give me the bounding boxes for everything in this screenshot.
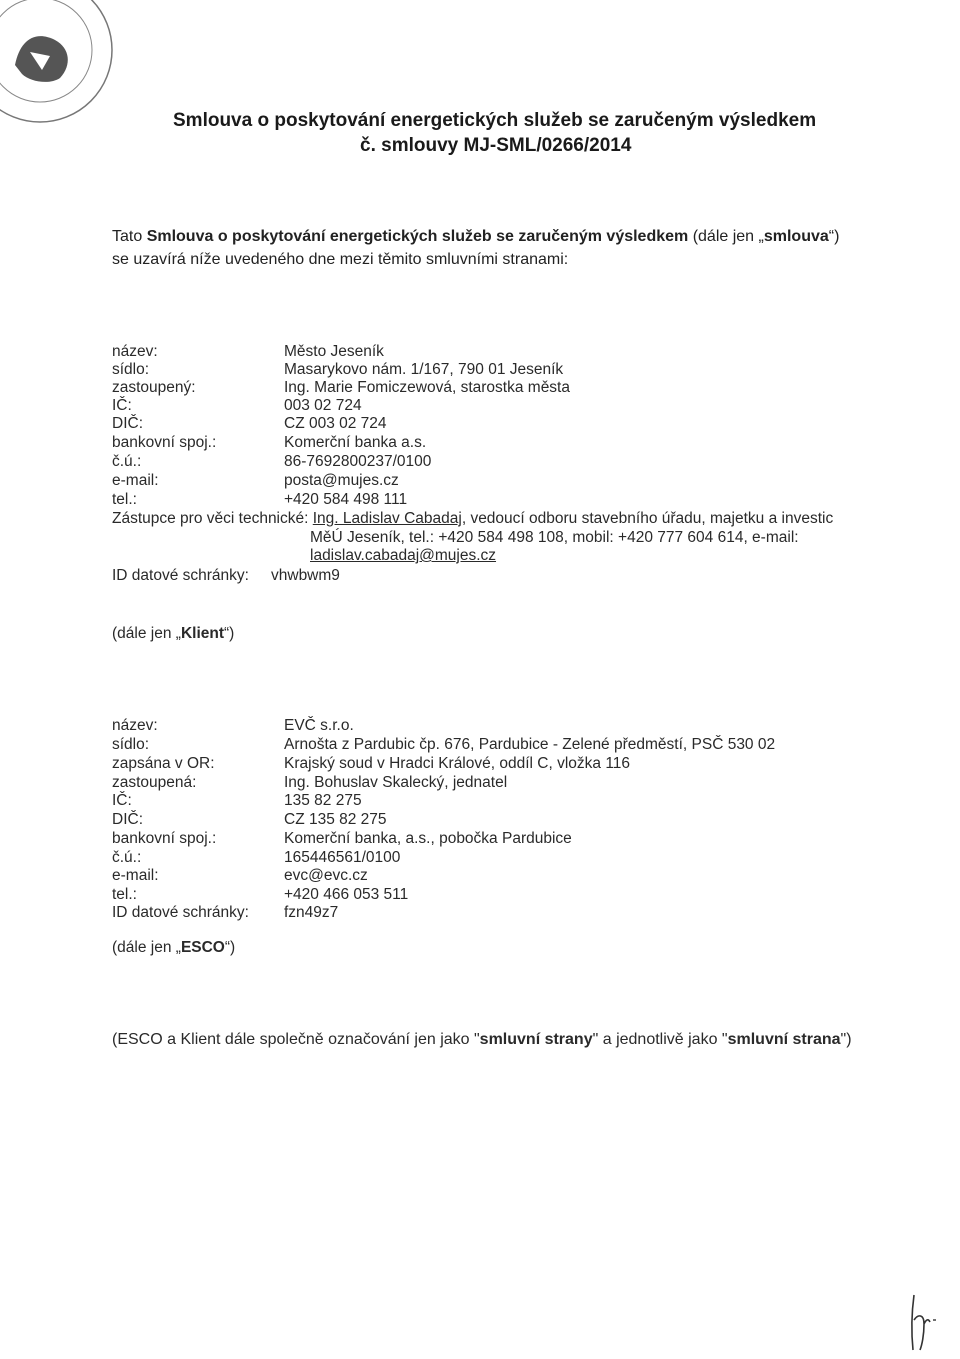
esco-value: fzn49z7 [284, 904, 339, 921]
client-value: posta@mujes.cz [284, 472, 399, 489]
client-value: Město Jeseník [284, 343, 384, 360]
client-value: Ing. Marie Fomiczewová, starostka města [284, 379, 570, 396]
intro-paragraph-line2: se uzavírá níže uvedeného dne mezi těmito smluvními stranami: [112, 251, 569, 268]
technical-contact-line1: Zástupce pro věci technické: Ing. Ladislav Cabadaj, vedoucí odboru stavebního úřadu, majetku a investic [112, 510, 834, 527]
esco-label: zapsána v OR: [112, 755, 215, 772]
client-label: tel.: [112, 491, 137, 508]
client-label: e-mail: [112, 472, 159, 489]
client-label: bankovní spoj.: [112, 434, 217, 451]
client-label: sídlo: [112, 361, 150, 378]
client-label: zastoupený: [112, 379, 196, 396]
esco-designation: (dále jen „ESCO“) [112, 939, 236, 956]
parties-definition: (ESCO a Klient dále společně označování jen jako "smluvní strany" a jednotlivě jako "smluvní strana") [112, 1031, 852, 1048]
client-label: DIČ: [112, 415, 143, 432]
esco-value: CZ 135 82 275 [284, 811, 387, 828]
esco-label: ID datové schránky: [112, 904, 249, 921]
client-data-box-label: ID datové schránky: [112, 567, 249, 584]
esco-value: 165446561/0100 [284, 849, 401, 866]
esco-value: Arnošta z Pardubic čp. 676, Pardubice - Zelené předměstí, PSČ 530 02 [284, 736, 776, 753]
esco-value: Komerční banka, a.s., pobočka Pardubice [284, 830, 572, 847]
esco-label: zastoupená: [112, 774, 197, 791]
document-title-line1: Smlouva o poskytování energetických služeb se zaručeným výsledkem [173, 110, 817, 131]
city-seal-stamp [0, 0, 120, 130]
client-value: 003 02 724 [284, 397, 362, 414]
esco-label: tel.: [112, 886, 137, 903]
esco-value: Ing. Bohuslav Skalecký, jednatel [284, 774, 508, 791]
client-label: č.ú.: [112, 453, 142, 470]
client-data-box-value: vhwbwm9 [271, 567, 340, 584]
esco-value: +420 466 053 511 [284, 886, 409, 903]
client-value: +420 584 498 111 [284, 491, 408, 508]
intro-paragraph-line1: Tato Smlouva o poskytování energetických služeb se zaručeným výsledkem (dále jen „smlouva“) [112, 228, 840, 245]
esco-label: název: [112, 717, 158, 734]
client-value: 86-7692800237/0100 [284, 453, 432, 470]
esco-label: bankovní spoj.: [112, 830, 217, 847]
client-value: CZ 003 02 724 [284, 415, 387, 432]
handwritten-initials [900, 1290, 940, 1355]
client-value: Masarykovo nám. 1/167, 790 01 Jeseník [284, 361, 564, 378]
technical-contact-line2: MěÚ Jeseník, tel.: +420 584 498 108, mobil: +420 777 604 614, e-mail: [310, 529, 799, 546]
esco-label: e-mail: [112, 867, 159, 884]
technical-contact-email: ladislav.cabadaj@mujes.cz [310, 547, 497, 564]
client-label: IČ: [112, 397, 132, 414]
esco-value: EVČ s.r.o. [284, 717, 354, 734]
document-title-line2: č. smlouvy MJ-SML/0266/2014 [360, 135, 632, 156]
esco-value: 135 82 275 [284, 792, 362, 809]
esco-value: evc@evc.cz [284, 867, 368, 884]
esco-label: sídlo: [112, 736, 150, 753]
esco-label: IČ: [112, 792, 132, 809]
client-value: Komerční banka a.s. [284, 434, 427, 451]
esco-label: DIČ: [112, 811, 143, 828]
client-label: název: [112, 343, 158, 360]
esco-value: Krajský soud v Hradci Králové, oddíl C, vložka 116 [284, 755, 631, 772]
seal-text [52, 0, 111, 1]
esco-label: č.ú.: [112, 849, 142, 866]
client-designation: (dále jen „Klient“) [112, 625, 235, 642]
